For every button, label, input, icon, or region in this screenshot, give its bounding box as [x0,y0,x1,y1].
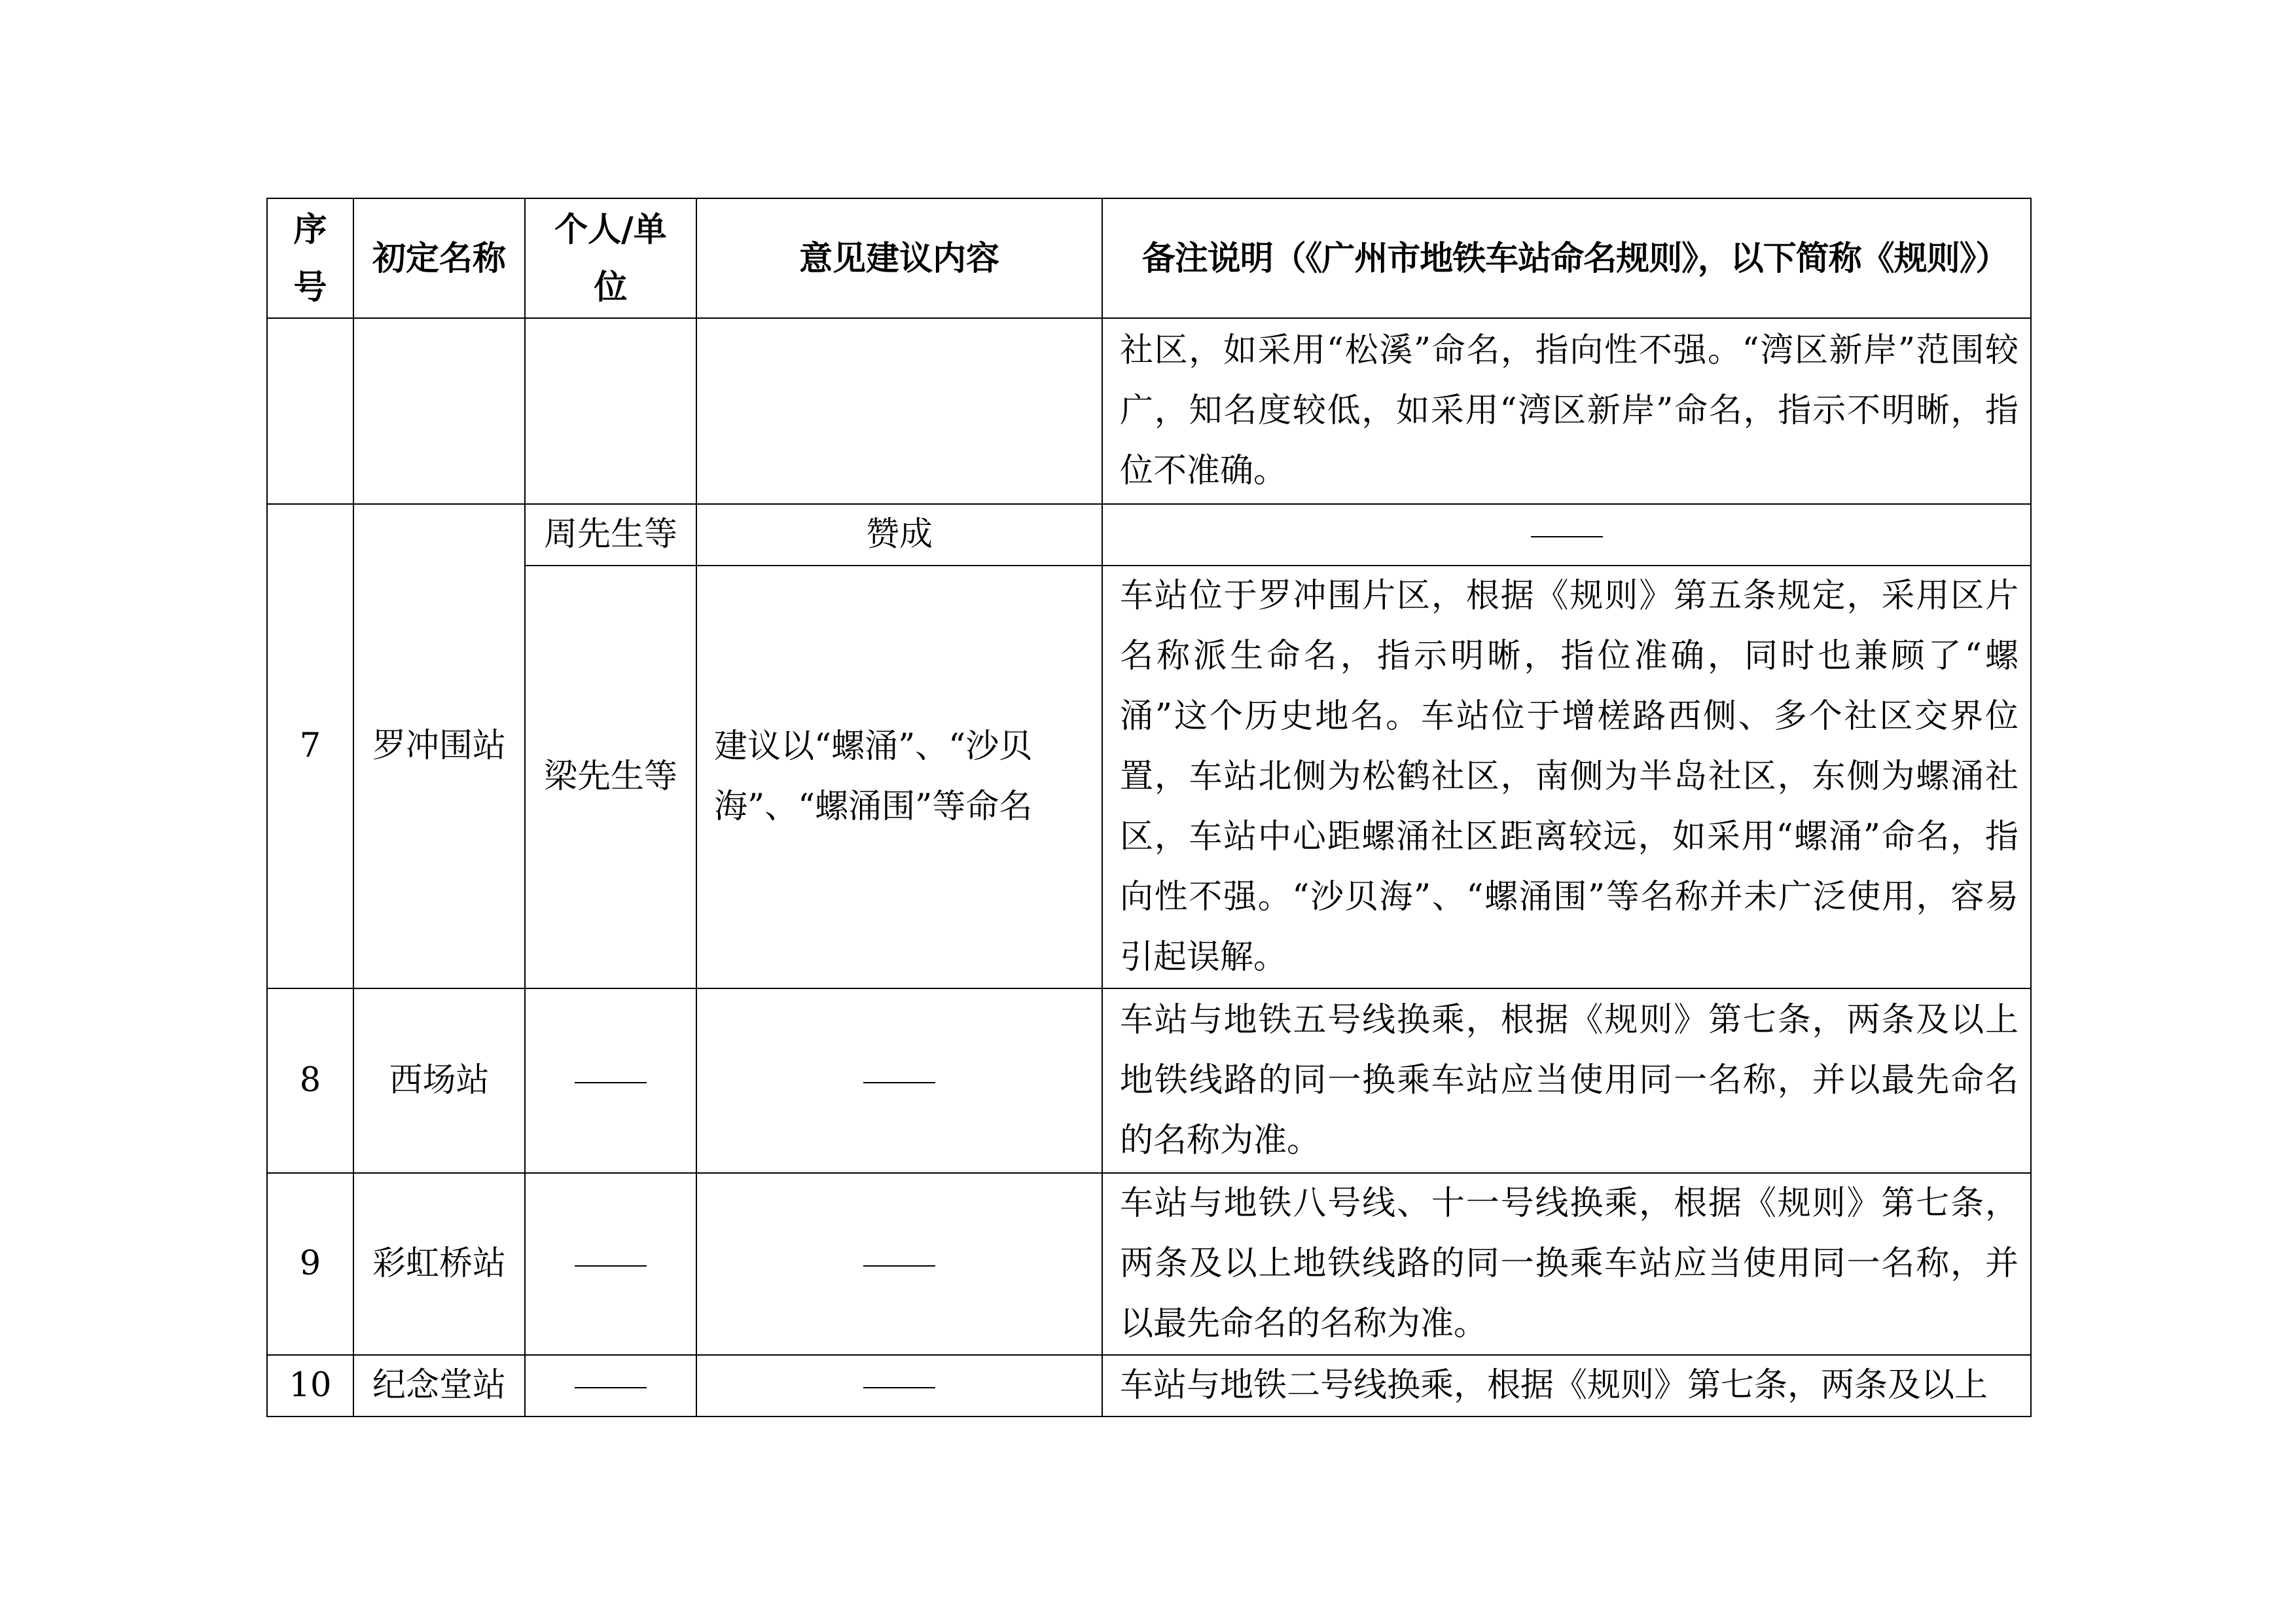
cell-person [525,318,696,504]
header-row [267,198,2031,318]
header-remark: 备注说明（《广州市地铁车站命名规则》，以下简称《规则》） [1102,198,2031,318]
header-opinion: 意见建议内容 [696,198,1102,318]
empty-dash [863,1082,935,1083]
table-row-9 [267,1173,2031,1355]
header-seq-line1: 序 [293,209,327,249]
cell-person: 梁先生等 [525,566,696,988]
cell-person-dash [525,1355,696,1416]
cell-name: 彩虹桥站 [353,1173,525,1355]
cell-seq: 7 [267,504,353,988]
cell-name [353,318,525,504]
opinion-table [266,198,2032,1417]
empty-dash [863,1387,935,1388]
table-row-8 [267,988,2031,1173]
header-person-line1: 个人/单 [554,209,667,249]
header-person [525,198,696,318]
header-seq [267,198,353,318]
cell-seq [267,318,353,504]
header-person-line2: 位 [594,267,628,307]
table-row-7a [267,504,2031,566]
cell-opinion: 建议以“螺涌”、“沙贝海”、“螺涌围”等命名 [696,566,1102,988]
cell-remark: 车站与地铁二号线换乘，根据《规则》第七条，两条及以上 [1102,1355,2031,1416]
cell-person-dash [525,988,696,1173]
cell-person: 周先生等 [525,504,696,566]
cell-opinion-dash [696,1355,1102,1416]
cell-seq: 8 [267,988,353,1173]
cell-opinion-dash [696,1173,1102,1355]
cell-opinion [696,318,1102,504]
cell-remark-dash [1102,504,2031,566]
table-row-continuation [267,318,2031,504]
empty-dash [863,1265,935,1267]
cell-remark: 社区，如采用“松溪”命名，指向性不强。“湾区新岸”范围较广，知名度较低，如采用“湾区新岸”命名，指示不明晰，指位不准确。 [1102,318,2031,504]
header-seq-line2: 号 [293,267,327,307]
cell-person-dash [525,1173,696,1355]
header-name: 初定名称 [353,198,525,318]
table-row-7b [267,566,2031,988]
cell-seq: 9 [267,1173,353,1355]
empty-dash [1531,536,1603,537]
empty-dash [575,1265,647,1267]
cell-remark: 车站与地铁八号线、十一号线换乘，根据《规则》第七条，两条及以上地铁线路的同一换乘车站应当使用同一名称，并以最先命名的名称为准。 [1102,1173,2031,1355]
cell-opinion-dash [696,988,1102,1173]
cell-name: 纪念堂站 [353,1355,525,1416]
cell-opinion: 赞成 [696,504,1102,566]
cell-name: 西场站 [353,988,525,1173]
cell-remark: 车站与地铁五号线换乘，根据《规则》第七条，两条及以上地铁线路的同一换乘车站应当使用同一名称，并以最先命名的名称为准。 [1102,988,2031,1173]
empty-dash [575,1082,647,1083]
cell-seq: 10 [267,1355,353,1416]
cell-remark: 车站位于罗冲围片区，根据《规则》第五条规定，采用区片名称派生命名，指示明晰，指位准确，同时也兼顾了“螺涌”这个历史地名。车站位于增槎路西侧、多个社区交界位置，车站北侧为松鹤社区，南侧为半岛社区，东侧为螺涌社区，车站中心距螺涌社区距离较远，如采用“螺涌”命名，指向性不强。“沙贝海”、“螺涌围”等名称并未广泛使用，容易引起误解。 [1102,566,2031,988]
table-row-10 [267,1355,2031,1416]
empty-dash [575,1387,647,1388]
cell-name: 罗冲围站 [353,504,525,988]
